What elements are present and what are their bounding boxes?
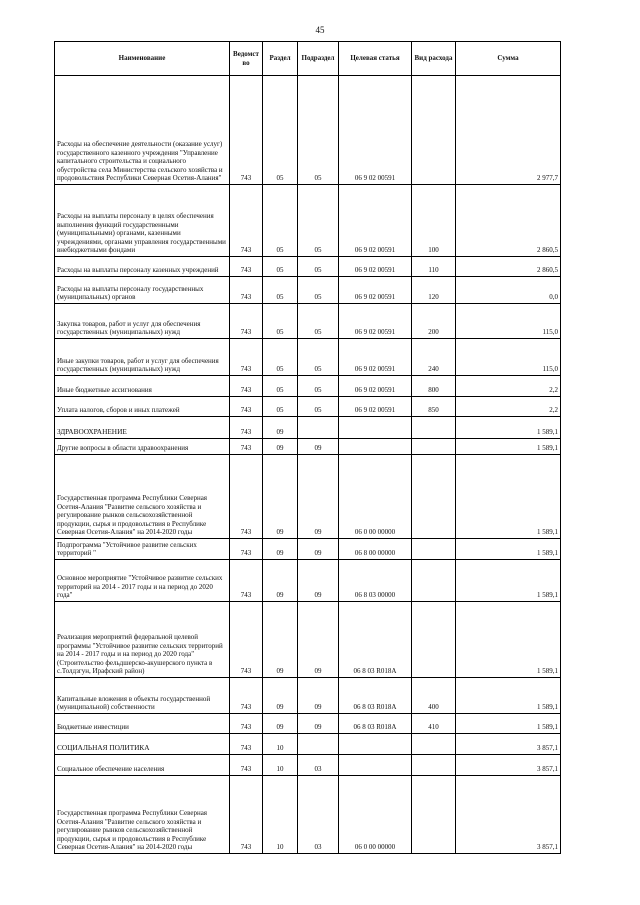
cell-vid: 410 (412, 714, 456, 734)
cell-vedomstvo: 743 (230, 417, 263, 439)
cell-vid (412, 776, 456, 854)
cell-vedomstvo: 743 (230, 185, 263, 257)
header-vedomstvo: Ведомст во (230, 42, 263, 76)
cell-summa: 1 589,1 (456, 560, 561, 602)
cell-podrazdel: 09 (298, 455, 339, 539)
cell-razdel: 09 (263, 560, 298, 602)
page-number: 45 (315, 25, 325, 35)
cell-vedomstvo: 743 (230, 376, 263, 397)
cell-podrazdel: 09 (298, 678, 339, 714)
cell-vedomstvo: 743 (230, 539, 263, 560)
cell-vid: 110 (412, 257, 456, 277)
cell-statya (339, 755, 412, 776)
cell-razdel: 05 (263, 397, 298, 417)
cell-name: Расходы на выплаты персоналу казенных учреждений (55, 257, 230, 277)
cell-razdel: 05 (263, 257, 298, 277)
cell-podrazdel: 03 (298, 755, 339, 776)
cell-summa: 3 857,1 (456, 734, 561, 755)
cell-razdel: 05 (263, 76, 298, 185)
table-row (55, 734, 561, 755)
cell-vid (412, 539, 456, 560)
cell-vid (412, 734, 456, 755)
cell-summa: 0,0 (456, 277, 561, 304)
table-row (55, 776, 561, 854)
table-row (55, 277, 561, 304)
cell-vid (412, 417, 456, 439)
cell-razdel: 10 (263, 755, 298, 776)
table-row (55, 76, 561, 185)
cell-summa: 1 589,1 (456, 455, 561, 539)
cell-name: Государственная программа Республики Северная Осетия-Алания "Развитие сельского хозяйства и регулирование рынков сельскохозяйственной продукции, сырья и продовольствия в Республике Северная Осетия-Алания" на 2014-2020 годы (55, 776, 230, 854)
cell-statya: 06 8 03 R018A (339, 678, 412, 714)
cell-podrazdel (298, 734, 339, 755)
cell-summa: 2 860,5 (456, 185, 561, 257)
cell-podrazdel: 05 (298, 304, 339, 339)
header-summa: Сумма (456, 42, 561, 76)
cell-razdel: 09 (263, 714, 298, 734)
cell-vedomstvo: 743 (230, 304, 263, 339)
cell-vid: 850 (412, 397, 456, 417)
cell-razdel: 09 (263, 678, 298, 714)
cell-vedomstvo: 743 (230, 397, 263, 417)
table-row (55, 678, 561, 714)
cell-razdel: 05 (263, 185, 298, 257)
cell-statya (339, 734, 412, 755)
cell-razdel: 09 (263, 455, 298, 539)
table-row (55, 304, 561, 339)
cell-statya (339, 439, 412, 455)
cell-vedomstvo: 743 (230, 257, 263, 277)
table-row (55, 455, 561, 539)
cell-statya: 06 9 02 00591 (339, 397, 412, 417)
cell-name: Реализация мероприятий федеральной целевой программы "Устойчивое развитие сельских территорий на 2014 - 2017 годы и на период до 2020 года" (Строительство фельдшерско-акушерского пункта в с.Толдзгун, Ирафский район) (55, 602, 230, 678)
cell-vid: 200 (412, 304, 456, 339)
cell-vid (412, 602, 456, 678)
cell-podrazdel: 05 (298, 339, 339, 376)
cell-razdel: 05 (263, 376, 298, 397)
cell-summa: 2,2 (456, 397, 561, 417)
header-podrazdel: Подраздел (298, 42, 339, 76)
cell-vid (412, 560, 456, 602)
cell-vid: 400 (412, 678, 456, 714)
cell-vid (412, 455, 456, 539)
cell-statya: 06 8 03 R018A (339, 714, 412, 734)
cell-name: Капитальные вложения в объекты государственной (муниципальной) собственности (55, 678, 230, 714)
cell-vedomstvo: 743 (230, 455, 263, 539)
cell-razdel: 09 (263, 539, 298, 560)
table-row (55, 560, 561, 602)
cell-podrazdel: 09 (298, 560, 339, 602)
header-row (55, 42, 561, 76)
cell-summa: 1 589,1 (456, 714, 561, 734)
table-row (55, 185, 561, 257)
cell-podrazdel: 05 (298, 185, 339, 257)
cell-statya: 06 9 02 00591 (339, 304, 412, 339)
cell-razdel: 05 (263, 304, 298, 339)
cell-summa: 2,2 (456, 376, 561, 397)
cell-podrazdel: 03 (298, 776, 339, 854)
table-row (55, 714, 561, 734)
header-vid: Вид расхода (412, 42, 456, 76)
cell-podrazdel: 05 (298, 76, 339, 185)
table-row (55, 755, 561, 776)
budget-table (54, 41, 561, 854)
cell-name: Расходы на выплаты персоналу в целях обеспечения выполнения функций государственными (муниципальными) органами, казенными учреждениями, органами управления государственными внебюджетными фондами (55, 185, 230, 257)
cell-podrazdel: 09 (298, 439, 339, 455)
table-row (55, 257, 561, 277)
cell-podrazdel: 09 (298, 714, 339, 734)
cell-summa: 115,0 (456, 339, 561, 376)
cell-summa: 2 860,5 (456, 257, 561, 277)
table-row (55, 602, 561, 678)
cell-statya: 06 9 02 00591 (339, 76, 412, 185)
cell-statya: 06 9 02 00591 (339, 376, 412, 397)
cell-summa: 1 589,1 (456, 602, 561, 678)
cell-statya: 06 0 00 00000 (339, 455, 412, 539)
cell-summa: 3 857,1 (456, 776, 561, 854)
cell-vid: 800 (412, 376, 456, 397)
cell-name: Социальное обеспечение населения (55, 755, 230, 776)
cell-podrazdel: 05 (298, 376, 339, 397)
cell-name: Иные бюджетные ассигнования (55, 376, 230, 397)
cell-vedomstvo: 743 (230, 439, 263, 455)
cell-razdel: 09 (263, 602, 298, 678)
cell-statya: 06 9 02 00591 (339, 339, 412, 376)
cell-statya: 06 9 02 00591 (339, 257, 412, 277)
header-name: Наименование (55, 42, 230, 76)
cell-razdel: 05 (263, 339, 298, 376)
cell-name: Основное мероприятие "Устойчивое развитие сельских территорий на 2014 - 2017 годы и на период до 2020 года" (55, 560, 230, 602)
cell-vedomstvo: 743 (230, 755, 263, 776)
cell-name: Государственная программа Республики Северная Осетия-Алания "Развитие сельского хозяйства и регулирование рынков сельскохозяйственной продукции, сырья и продовольствия в Республике Северная Осетия-Алания" на 2014-2020 годы (55, 455, 230, 539)
cell-vedomstvo: 743 (230, 339, 263, 376)
cell-summa: 115,0 (456, 304, 561, 339)
cell-statya: 06 9 02 00591 (339, 277, 412, 304)
cell-podrazdel: 05 (298, 257, 339, 277)
cell-podrazdel (298, 417, 339, 439)
table-row (55, 417, 561, 439)
header-razdel: Раздел (263, 42, 298, 76)
cell-podrazdel: 09 (298, 602, 339, 678)
cell-name: ЗДРАВООХРАНЕНИЕ (55, 417, 230, 439)
cell-summa: 1 589,1 (456, 678, 561, 714)
cell-vedomstvo: 743 (230, 560, 263, 602)
cell-summa: 1 589,1 (456, 539, 561, 560)
cell-vid (412, 755, 456, 776)
header-statya: Целевая статья (339, 42, 412, 76)
table-row (55, 539, 561, 560)
cell-vedomstvo: 743 (230, 776, 263, 854)
cell-vedomstvo: 743 (230, 277, 263, 304)
cell-summa: 1 589,1 (456, 417, 561, 439)
table-row (55, 376, 561, 397)
cell-vid: 120 (412, 277, 456, 304)
cell-name: Расходы на обеспечение деятельности (оказание услуг) государственного казенного учреждения "Управление капитального строительства и социального обустройства села Министерства сельского хозяйства и продовольствия Республики Северная Осетия-Алания" (55, 76, 230, 185)
cell-podrazdel: 05 (298, 277, 339, 304)
cell-name: Расходы на выплаты персоналу государственных (муниципальных) органов (55, 277, 230, 304)
cell-name: Иные закупки товаров, работ и услуг для обеспечения государственных (муниципальных) нужд (55, 339, 230, 376)
budget-body (55, 76, 561, 854)
cell-statya (339, 417, 412, 439)
table-row (55, 439, 561, 455)
cell-name: Бюджетные инвестиции (55, 714, 230, 734)
cell-vedomstvo: 743 (230, 602, 263, 678)
cell-statya: 06 8 03 00000 (339, 560, 412, 602)
cell-statya: 06 0 00 00000 (339, 776, 412, 854)
cell-razdel: 09 (263, 417, 298, 439)
cell-razdel: 10 (263, 776, 298, 854)
cell-podrazdel: 09 (298, 539, 339, 560)
cell-razdel: 10 (263, 734, 298, 755)
cell-statya: 06 8 00 00000 (339, 539, 412, 560)
cell-vid (412, 439, 456, 455)
cell-name: Подпрограмма "Устойчивое развитие сельских территорий " (55, 539, 230, 560)
table-row (55, 339, 561, 376)
cell-name: СОЦИАЛЬНАЯ ПОЛИТИКА (55, 734, 230, 755)
cell-vid: 100 (412, 185, 456, 257)
cell-vedomstvo: 743 (230, 76, 263, 185)
cell-summa: 3 857,1 (456, 755, 561, 776)
cell-name: Закупка товаров, работ и услуг для обеспечения государственных (муниципальных) нужд (55, 304, 230, 339)
cell-vedomstvo: 743 (230, 734, 263, 755)
cell-razdel: 05 (263, 277, 298, 304)
cell-summa: 2 977,7 (456, 76, 561, 185)
cell-name: Другие вопросы в области здравоохранения (55, 439, 230, 455)
table-row (55, 397, 561, 417)
cell-razdel: 09 (263, 439, 298, 455)
cell-name: Уплата налогов, сборов и иных платежей (55, 397, 230, 417)
cell-statya: 06 9 02 00591 (339, 185, 412, 257)
cell-podrazdel: 05 (298, 397, 339, 417)
cell-vedomstvo: 743 (230, 678, 263, 714)
cell-vedomstvo: 743 (230, 714, 263, 734)
cell-vid (412, 76, 456, 185)
cell-statya: 06 8 03 R018A (339, 602, 412, 678)
cell-vid: 240 (412, 339, 456, 376)
cell-summa: 1 589,1 (456, 439, 561, 455)
